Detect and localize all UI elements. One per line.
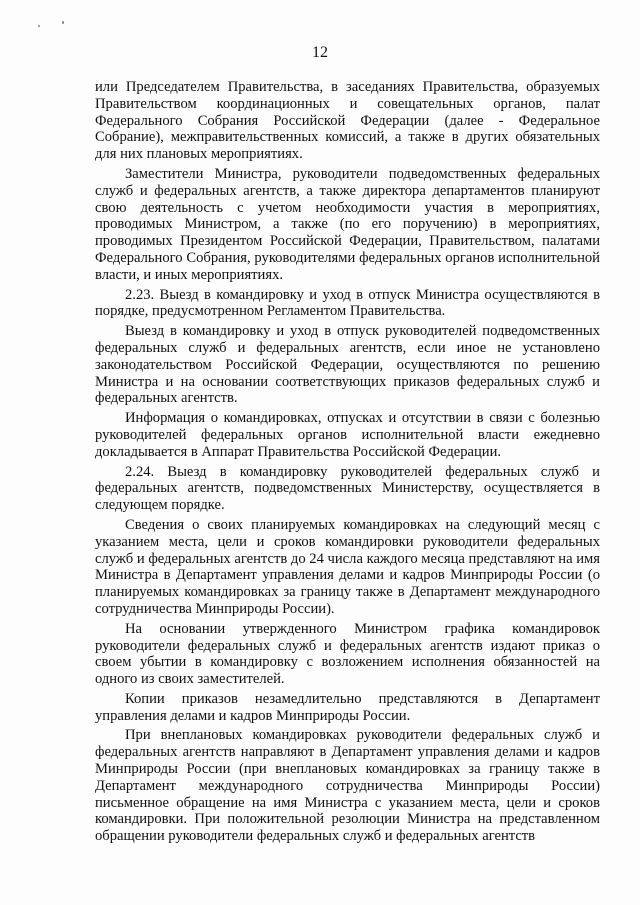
scan-speck xyxy=(38,25,40,27)
paragraph: Выезд в командировку и уход в отпуск руководителей подведомственных федеральных служб и федеральных агентств, если иное не установлено законодательством Российской Федерации, осуществляются по решению Министра и на основании соответствующих приказов федеральных служб и федеральных агентств. xyxy=(95,323,600,407)
paragraph: Заместители Министра, руководители подведомственных федеральных служб и федеральных агентств, а также директора департаментов планируют свою деятельность с учетом необходимости участия в мероприятиях, проводимых Министром, а также (по его поручению) в мероприятиях, проводимых Президентом Российской Федерации, Правительством, палатами Федерального Собрания, руководителями федеральных органов исполнительной власти, и иных мероприятиях. xyxy=(95,165,600,283)
paragraph: Сведения о своих планируемых командировках на следующий месяц с указанием места, цели и сроков командировки руководители федеральных служб и федеральных агентств до 24 числа каждого месяца представляют на имя Министра в Департамент управления делами и кадров Минприроды России (о планируемых командировках за границу также в Департамент международного сотрудничества Минприроды России). xyxy=(95,516,600,617)
document-body xyxy=(95,79,600,848)
paragraph: Информация о командировках, отпусках и отсутствии в связи с болезнью руководителей федеральных органов исполнительной власти ежедневно докладывается в Аппарат Правительства Российской Федерации. xyxy=(95,410,600,460)
paragraph: или Председателем Правительства, в заседаниях Правительства, образуемых Правительством координационных и совещательных органов, палат Федерального Собрания Российской Федерации (далее - Федеральное Собрание), межправительственных комиссий, а также в других обязательных для них плановых мероприятиях. xyxy=(95,79,600,163)
paragraph: На основании утвержденного Министром графика командировок руководители федеральных служб и федеральных агентств издают приказ о своем убытии в командировку с возложением исполнения обязанностей на одного из своих заместителей. xyxy=(95,620,600,688)
paragraph: 2.23. Выезд в командировку и уход в отпуск Министра осуществляются в порядке, предусмотренном Регламентом Правительства. xyxy=(95,286,600,320)
page-number: 12 xyxy=(312,44,328,61)
scan-speck xyxy=(62,21,64,24)
paragraph: 2.24. Выезд в командировку руководителей федеральных служб и федеральных агентств, подведомственных Министерству, осуществляется в следующем порядке. xyxy=(95,463,600,514)
paragraph: При внеплановых командировках руководители федеральных служб и федеральных агентств направляют в Департамент управления делами и кадров Минприроды России (при внеплановых командировках за границу также в Департамент международного сотрудничества Минприроды России) письменное обращение на имя Министра с указанием места, цели и сроков командировки. При положительной резолюции Министра на представленном обращении руководители федеральных служб и федеральных агентств xyxy=(95,727,600,845)
paragraph: Копии приказов незамедлительно представляются в Департамент управления делами и кадров Минприроды России. xyxy=(95,690,600,724)
